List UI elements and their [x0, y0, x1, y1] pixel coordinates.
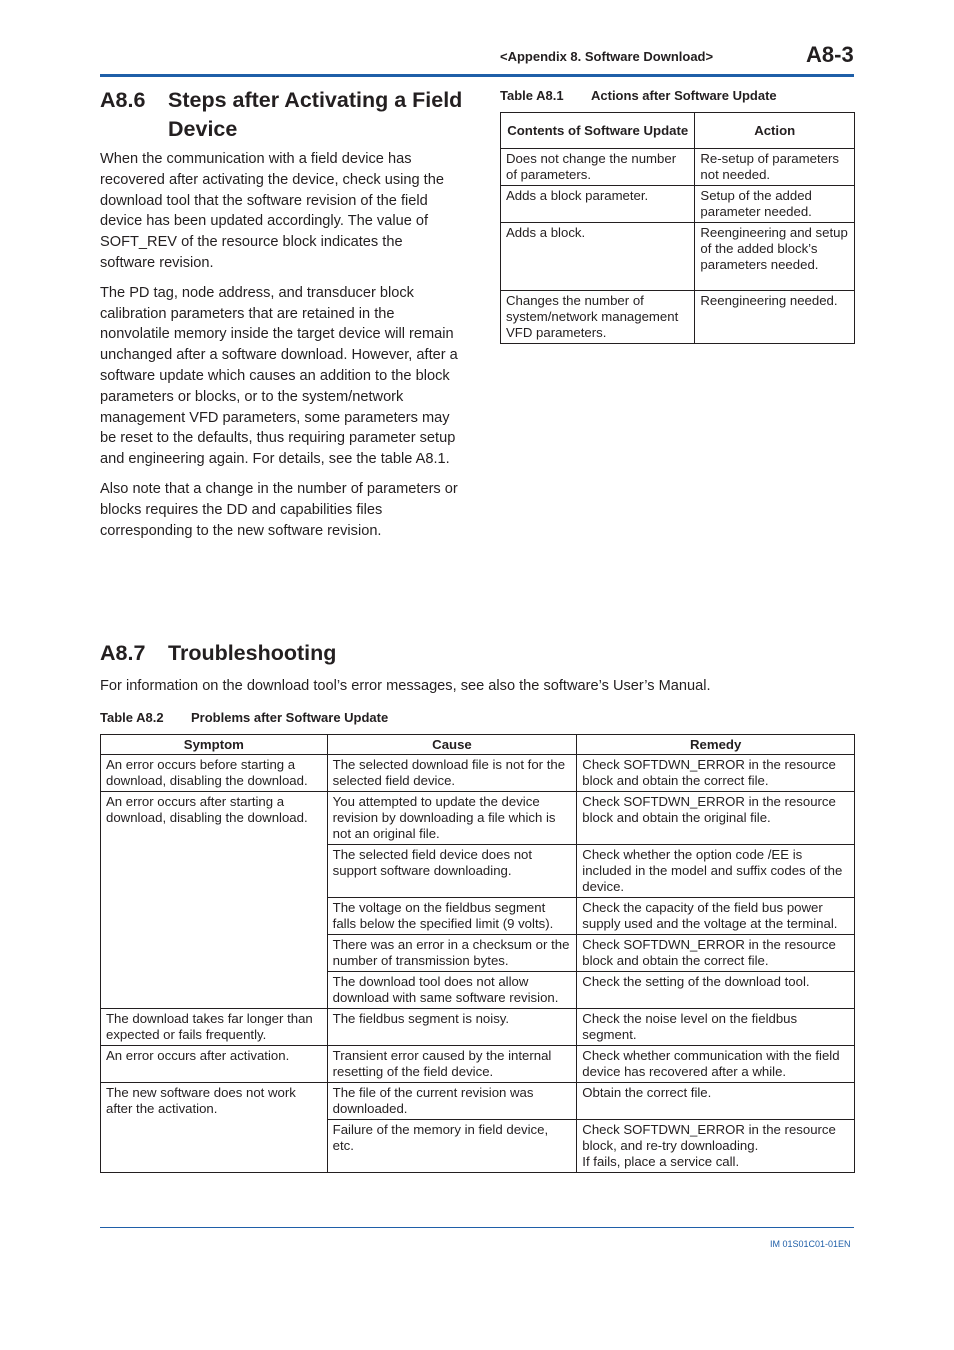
paragraph: Also note that a change in the number of parameters or blocks requires the DD and capabilities files corresponding to the new software revision.: [100, 480, 458, 539]
remedy-cell: Check SOFTDWN_ERROR in the resource block and obtain the original file.: [577, 792, 855, 845]
table-header-row: [501, 113, 855, 149]
column-header: Remedy: [577, 735, 855, 755]
table-cell: Adds a block parameter.: [501, 186, 695, 223]
table-cell: Setup of the added parameter needed.: [695, 186, 855, 223]
table-row: [501, 186, 855, 223]
table-caption-a8-1: [500, 88, 777, 103]
section-title: Troubleshooting: [168, 641, 337, 665]
symptom-cell: An error occurs after starting a download, disabling the download.: [101, 792, 328, 1009]
table-caption-a8-2: [100, 710, 388, 725]
cause-cell: You attempted to update the device revision by downloading a file which is not an original file.: [327, 792, 577, 845]
section-body-a8-6: [100, 149, 458, 541]
remedy-cell: Check the capacity of the field bus power supply used and the voltage at the terminal.: [577, 898, 855, 935]
table-row: [501, 291, 855, 344]
paragraph: The PD tag, node address, and transducer block calibration parameters that are retained in the nonvolatile memory inside the target device will remain unchanged after a software download. However, after a software update which causes an addition to the block parameters or blocks, or to the system/network management VFD parameters, some parameters may be reset to the defaults, thus requiring parameter setup and engineering again. For details, see the table A8.1.: [100, 284, 458, 468]
section-number: A8.7: [100, 641, 146, 665]
section-heading-a8-6: [100, 86, 470, 146]
actions-table: [500, 112, 855, 344]
table-row: [501, 223, 855, 291]
table-cell: Changes the number of system/network management VFD parameters.: [501, 291, 695, 344]
cause-cell: The selected download file is not for the selected field device.: [327, 755, 577, 792]
table-cell: Reengineering and setup of the added block’s parameters needed.: [695, 223, 855, 291]
table-cell: Adds a block.: [501, 223, 695, 291]
cause-cell: The selected field device does not support software downloading.: [327, 845, 577, 898]
cause-cell: There was an error in a checksum or the number of transmission bytes.: [327, 935, 577, 972]
table-cell: Re-setup of parameters not needed.: [695, 149, 855, 186]
symptom-cell: The new software does not work after the activation.: [101, 1083, 328, 1173]
cause-cell: The fieldbus segment is noisy.: [327, 1009, 577, 1046]
symptom-cell: An error occurs before starting a download, disabling the download.: [101, 755, 328, 792]
cause-cell: The download tool does not allow download with same software revision.: [327, 972, 577, 1009]
cause-cell: The voltage on the fieldbus segment falls below the specified limit (9 volts).: [327, 898, 577, 935]
section-number: A8.6: [100, 88, 146, 112]
cause-cell: Transient error caused by the internal resetting of the field device.: [327, 1046, 577, 1083]
symptom-cell: An error occurs after activation.: [101, 1046, 328, 1083]
section-heading-a8-7: [100, 639, 500, 669]
table-header-row: [101, 735, 855, 755]
remedy-cell: Check whether the option code /EE is included in the model and suffix codes of the device.: [577, 845, 855, 898]
table-row: [101, 1046, 855, 1083]
column-header: Cause: [327, 735, 577, 755]
table-number: Table A8.2: [100, 710, 164, 725]
remedy-cell: Check SOFTDWN_ERROR in the resource block, and re-try downloading. If fails, place a service call.: [577, 1120, 855, 1173]
column-header: Action: [695, 113, 855, 149]
section-intro: For information on the download tool’s error messages, see also the software’s User’s Manual.: [100, 678, 711, 694]
document-code: IM 01S01C01-01EN: [770, 1239, 851, 1249]
running-header: <Appendix 8. Software Download>: [500, 49, 714, 64]
table-row: [101, 1009, 855, 1046]
table-cell: Does not change the number of parameters.: [501, 149, 695, 186]
remedy-cell: Check SOFTDWN_ERROR in the resource block and obtain the correct file.: [577, 935, 855, 972]
table-row: [101, 1083, 855, 1120]
remedy-cell: Check SOFTDWN_ERROR in the resource block and obtain the correct file.: [577, 755, 855, 792]
table-number: Table A8.1: [500, 88, 564, 103]
remedy-cell: Obtain the correct file.: [577, 1083, 855, 1120]
column-header: Symptom: [101, 735, 328, 755]
remedy-cell: Check whether communication with the field device has recovered after a while.: [577, 1046, 855, 1083]
footer-rule: [100, 1227, 854, 1228]
table-row: [101, 792, 855, 845]
cause-cell: Failure of the memory in field device, etc.: [327, 1120, 577, 1173]
remedy-cell: Check the setting of the download tool.: [577, 972, 855, 1009]
table-row: [501, 149, 855, 186]
remedy-cell: Check the noise level on the fieldbus segment.: [577, 1009, 855, 1046]
page-number: A8-3: [806, 42, 854, 67]
header-rule: [100, 74, 854, 77]
section-title: Steps after Activating a Field Device: [168, 88, 463, 141]
table-row: [101, 755, 855, 792]
troubleshooting-table: [100, 734, 855, 1173]
table-cell: Reengineering needed.: [695, 291, 855, 344]
table-title: Problems after Software Update: [191, 710, 389, 725]
symptom-cell: The download takes far longer than expected or fails frequently.: [101, 1009, 328, 1046]
paragraph: When the communication with a field device has recovered after activating the device, check using the download tool that the software revision of the field device has been updated accordingly. The value of SOFT_REV of the resource block indicates the software revision.: [100, 151, 444, 271]
cause-cell: The file of the current revision was downloaded.: [327, 1083, 577, 1120]
table-title: Actions after Software Update: [591, 88, 777, 103]
column-header: Contents of Software Update: [501, 113, 695, 149]
